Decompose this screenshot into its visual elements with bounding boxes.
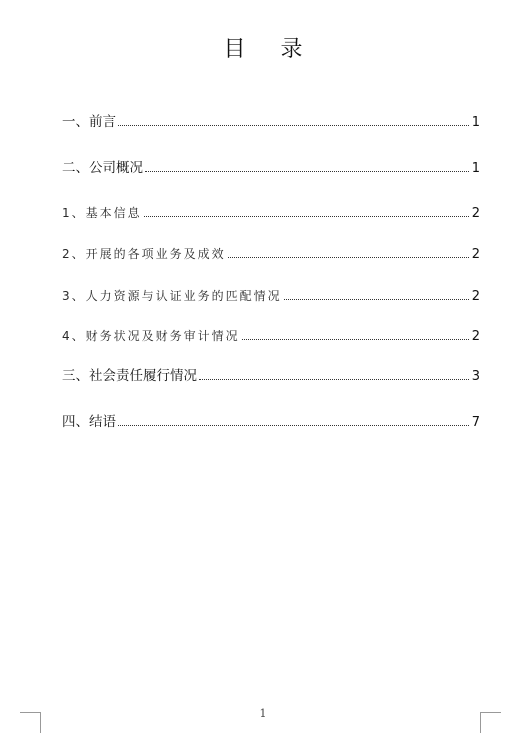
toc-entry-text: 四、结语 [62,414,116,430]
toc-entry[interactable] [62,110,480,130]
toc-leader-dots [242,339,469,340]
toc-entry-page: 2 [471,289,480,304]
toc-entry[interactable] [62,410,480,430]
toc-leader-dots [145,171,469,172]
toc-entry-page: 3 [471,369,480,384]
toc-entry-page: 1 [471,161,480,176]
toc-entry[interactable] [62,324,480,344]
toc-leader-dots [144,216,469,217]
toc-entry-page: 2 [471,329,480,344]
toc-entry-text: 2、开展的各项业务及成效 [62,247,226,261]
toc-entry-text: 二、公司概况 [62,160,143,176]
page-number: 1 [259,707,267,720]
toc-entry-text: 三、社会责任履行情况 [62,368,197,384]
toc-entry[interactable] [62,284,480,304]
toc-entry-page: 2 [471,247,480,262]
toc-title: 目 录 [223,37,317,62]
toc-entry[interactable] [62,364,480,384]
toc-entry-text: 3、人力资源与认证业务的匹配情况 [62,289,282,303]
toc-leader-dots [228,257,469,258]
toc-entry[interactable] [62,242,480,262]
toc-leader-dots [118,425,469,426]
toc-entry-text: 4、财务状况及财务审计情况 [62,329,240,343]
toc-leader-dots [284,299,469,300]
toc-leader-dots [199,379,469,380]
toc-entry[interactable] [62,201,480,221]
toc-entry-text: 一、前言 [62,114,116,130]
toc-entry[interactable] [62,156,480,176]
toc-leader-dots [118,125,469,126]
toc-entry-text: 1、基本信息 [62,206,142,220]
toc-entry-page: 2 [471,206,480,221]
toc-entry-page: 7 [471,415,480,430]
toc-entry-page: 1 [471,115,480,130]
